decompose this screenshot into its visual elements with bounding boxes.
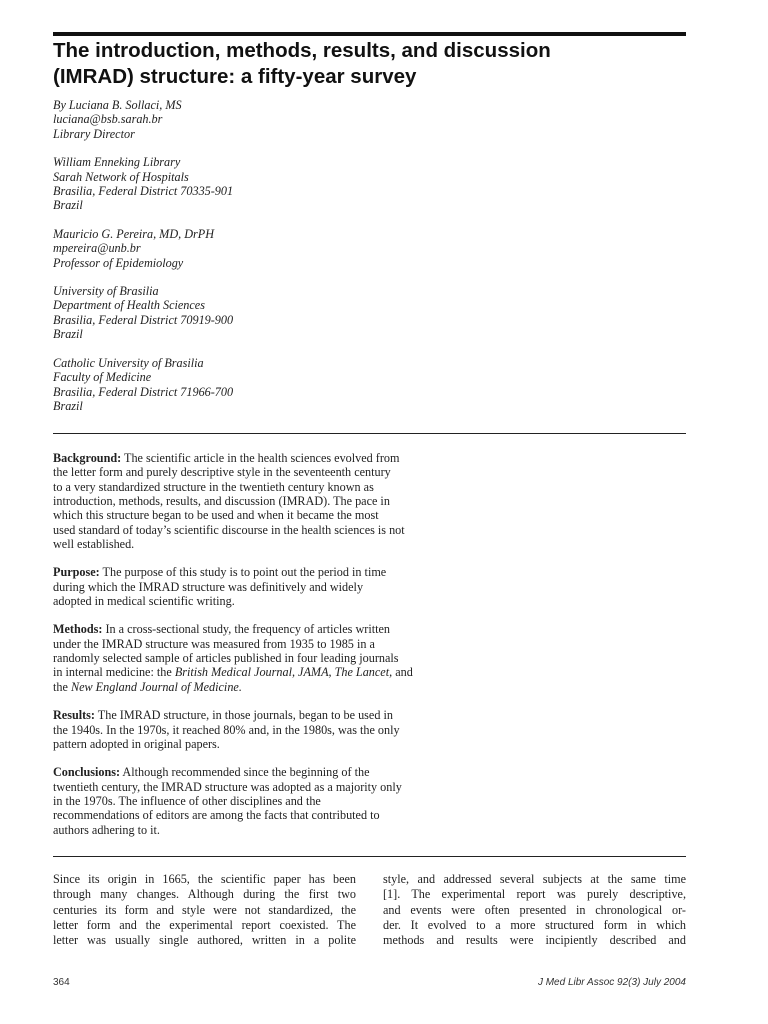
abstract-line: introduction, methods, results, and discussion (IMRAD). The pace in: [53, 494, 390, 509]
abstract-line: recommendations of editors are among the facts that contributed to: [53, 808, 380, 823]
abstract-line: pattern adopted in original papers.: [53, 736, 220, 751]
body-line: through many changes. Although during the first two: [53, 887, 356, 902]
article-title: [53, 38, 693, 90]
affiliation-line: Faculty of Medicine: [53, 370, 152, 385]
abstract-text: The IMRAD structure, in those journals, began to be used in: [94, 708, 393, 723]
body-line: methods and results were incipiently described and: [383, 933, 686, 948]
author-byline: By Luciana B. Sollaci, MS: [53, 98, 182, 112]
abstract-background: [53, 451, 473, 551]
body-line: letter form and the experimental report coexisted. The: [53, 917, 356, 932]
affiliation-line: William Enneking Library: [53, 155, 181, 170]
body-line: style, and addressed several subjects at the same time: [383, 872, 686, 886]
section-label: Results:: [53, 708, 95, 723]
abstract-line: in the 1970s. The influence of other disciplines and the: [53, 793, 321, 808]
affiliation-line: Brazil: [53, 327, 83, 342]
page-number: 364: [53, 977, 70, 988]
abstract-results: [53, 708, 473, 751]
abstract-text: The purpose of this study is to point out the period in time: [99, 565, 387, 580]
affiliation-block: [53, 356, 473, 414]
section-label: Background:: [53, 451, 122, 465]
abstract-line: the letter form and purely descriptive style in the seventeenth century: [53, 465, 391, 480]
abstract-text: The scientific article in the health sciences evolved from: [121, 451, 400, 465]
affiliation-line: Brasilia, Federal District 70919-900: [53, 312, 234, 327]
title-line: The introduction, methods, results, and discussion: [53, 39, 551, 62]
affiliation-line: Brasilia, Federal District 70335-901: [53, 184, 234, 199]
abstract-line: used standard of today’s scientific discourse in the health sciences is not: [53, 522, 405, 537]
author-email: luciana@bsb.sarah.br: [53, 112, 163, 127]
section-label: Methods:: [53, 622, 103, 637]
author-email: mpereira@unb.br: [53, 241, 141, 256]
title-line: (IMRAD) structure: a fifty-year survey: [53, 65, 417, 88]
body-line: [1]. The experimental report was purely descriptive,: [383, 887, 686, 902]
abstract-line: [53, 765, 473, 779]
journal-citation: J Med Libr Assoc 92(3) July 2004: [537, 977, 686, 988]
body-line: letter was usually single authored, written in a polite: [53, 933, 356, 948]
abstract-text: Although recommended since the beginning of the: [120, 765, 370, 780]
abstract-line: twentieth century, the IMRAD structure was adopted as a majority only: [53, 779, 402, 794]
affiliation-line: Brazil: [53, 398, 83, 413]
abstract-line: randomly selected sample of articles published in four leading journals: [53, 651, 399, 666]
affiliation-line: Catholic University of Brasilia: [53, 355, 204, 370]
section-label: Conclusions:: [53, 765, 121, 780]
abstract: [53, 451, 473, 851]
affiliation-line: Brazil: [53, 198, 83, 213]
affiliation-block: [53, 98, 473, 141]
abstract-line: well established.: [53, 537, 135, 552]
abstract-line: [53, 680, 473, 694]
body-line: centuries its form and style were not standardized, the: [53, 902, 356, 917]
abstract-line: [53, 565, 473, 579]
abstract-text: In a cross-sectional study, the frequency of articles written: [102, 622, 390, 637]
abstract-text: in internal medicine: the: [53, 665, 175, 680]
author-role: Professor of Epidemiology: [53, 255, 184, 270]
affiliation-block: [53, 155, 473, 213]
body-line: and events were often presented in chronological or-: [383, 902, 686, 917]
author-role: Library Director: [53, 126, 135, 141]
abstract-top-divider: [53, 433, 686, 434]
abstract-text: and: [392, 665, 413, 680]
abstract-line: adopted in medical scientific writing.: [53, 594, 235, 609]
abstract-line: under the IMRAD structure was measured from 1935 to 1985 in a: [53, 636, 375, 651]
abstract-methods: [53, 622, 473, 694]
affiliation-line: Brasilia, Federal District 71966-700: [53, 384, 234, 399]
affiliation-block: [53, 227, 473, 270]
author-affiliations: [53, 98, 473, 427]
author-name: Mauricio G. Pereira, MD, DrPH: [53, 226, 215, 241]
abstract-purpose: [53, 565, 473, 608]
journal-name: New England Journal of Medicine.: [70, 679, 242, 694]
body-column-right: [383, 872, 686, 948]
section-label: Purpose:: [53, 565, 100, 580]
abstract-text: the: [53, 679, 71, 694]
abstract-line: [53, 451, 473, 465]
journal-names: British Medical Journal, JAMA, The Lancet,: [174, 665, 393, 680]
affiliation-line: University of Brasilia: [53, 284, 159, 299]
top-rule: [53, 32, 686, 36]
abstract-line: during which the IMRAD structure was definitively and widely: [53, 579, 364, 594]
body-column-left: [53, 872, 356, 948]
abstract-conclusions: [53, 765, 473, 837]
affiliation-block: [53, 284, 473, 342]
abstract-line: [53, 665, 473, 679]
body-line: der. It evolved to a more structured form in which: [383, 917, 686, 932]
body-line: Since its origin in 1665, the scientific paper has been: [53, 872, 356, 886]
abstract-line: authors adhering to it.: [53, 822, 160, 837]
affiliation-line: Department of Health Sciences: [53, 298, 205, 313]
abstract-line: which this structure began to be used and when it became the most: [53, 508, 379, 523]
body-top-divider: [53, 856, 686, 857]
abstract-line: [53, 708, 473, 722]
abstract-line: the 1940s. In the 1970s, it reached 80% and, in the 1980s, was the only: [53, 722, 400, 737]
affiliation-line: Sarah Network of Hospitals: [53, 169, 189, 184]
abstract-line: [53, 622, 473, 636]
abstract-line: to a very standardized structure in the twentieth century known as: [53, 479, 374, 494]
